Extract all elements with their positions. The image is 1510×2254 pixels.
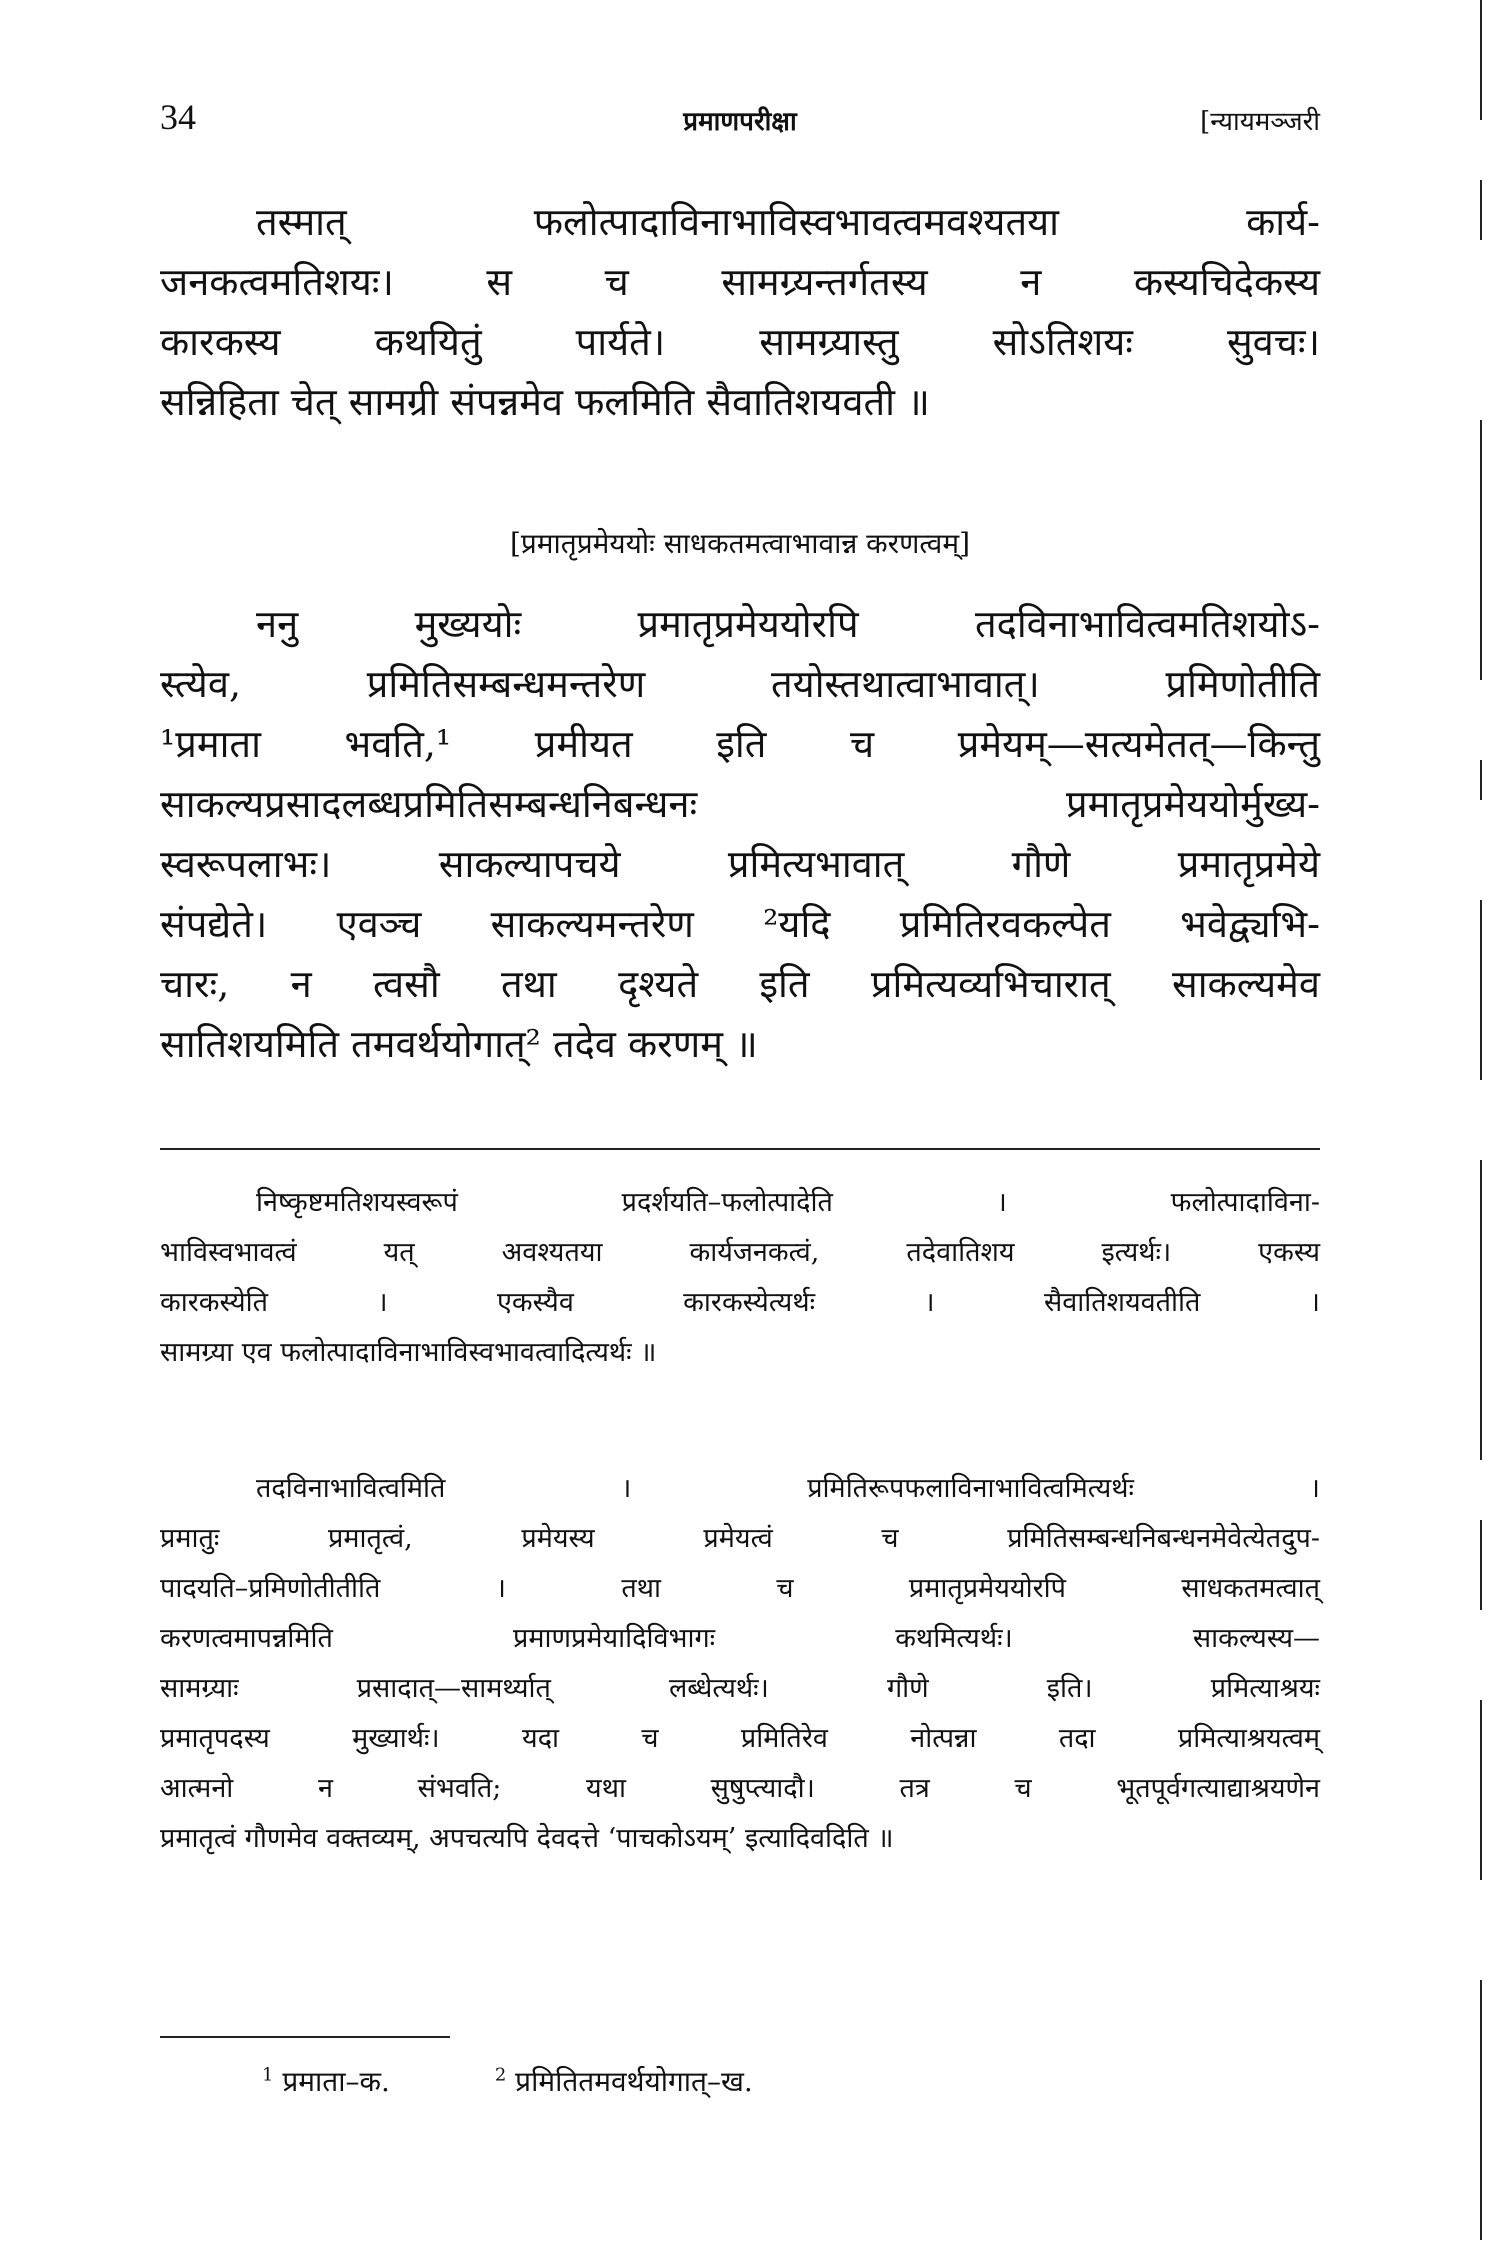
commentary-line: सामग्र्या एव फलोत्पादाविनाभाविस्वभावत्वादित्यर्थः ॥ — [160, 1337, 657, 1368]
page-number: 34 — [160, 97, 196, 137]
text-line: साकल्यप्रसादलब्धप्रमितिसम्बन्धनिबन्धनः प्रमातृप्रमेययोर्मुख्य- — [160, 782, 1320, 826]
commentary-line: निष्कृष्टमतिशयस्वरूपं प्रदर्शयति–फलोत्पादेति । फलोत्पादाविना- — [256, 1187, 1320, 1218]
commentary-line: करणत्वमापन्नमिति प्रमाणप्रमेयादिविभागः कथमित्यर्थः। साकल्यस्य— — [160, 1623, 1320, 1654]
text-line: जनकत्वमतिशयः। स च सामग्र्यन्तर्गतस्य न कस्यचिदेकस्य — [160, 260, 1320, 304]
header-book-title: [न्यायमञ्जरी — [1200, 107, 1320, 137]
footnote-text: प्रमितितमवर्थयोगात्–ख. — [515, 2065, 753, 2098]
text-line: स्वरूपलाभः। साकल्यापचये प्रमित्यभावात् गौणे प्रमातृप्रमेये — [160, 842, 1320, 886]
commentary-line: आत्मनो न संभवति; यथा सुषुप्त्यादौ। तत्र च भूतपूर्वगत्याद्याश्रयणेन — [160, 1773, 1320, 1804]
commentary-1 — [160, 1178, 1320, 1378]
footnote-mark: 2 — [494, 2064, 507, 2086]
commentary-line: प्रमातुः प्रमातृत्वं, प्रमेयस्य प्रमेयत्वं च प्रमितिसम्बन्धनिबन्धनमेवेत्येतदुप- — [160, 1523, 1320, 1554]
commentary-line: पादयति–प्रमिणोतीतीति । तथा च प्रमातृप्रमेययोरपि साधकतमत्वात् — [160, 1573, 1320, 1604]
text-line: तस्मात् फलोत्पादाविनाभाविस्वभावत्वमवश्यतया कार्य- — [256, 200, 1320, 244]
commentary-line: प्रमातृत्वं गौणमेव वक्तव्यम्, अपचत्यपि देवदत्ते ‘पाचकोऽयम्’ इत्यादिवदिति ॥ — [160, 1823, 894, 1854]
text-line: संपद्येते। एवञ्च साकल्यमन्तरेण ²यदि प्रमितिरवकल्पेत भवेद्व्यभि- — [160, 902, 1320, 946]
paragraph-1 — [160, 192, 1320, 432]
header-title: प्रमाणपरीक्षा — [683, 107, 797, 137]
footnote-rule — [160, 2036, 450, 2038]
footnotes — [262, 2062, 849, 2100]
text-line: सातिशयमिति तमवर्थयोगात्² तदेव करणम् ॥ — [160, 1022, 758, 1066]
text-line: चारः, न त्वसौ तथा दृश्यते इति प्रमित्यव्यभिचारात् साकल्यमेव — [160, 962, 1320, 1006]
commentary-divider — [160, 1148, 1320, 1150]
text-line: ¹प्रमाता भवति,¹ प्रमीयत इति च प्रमेयम्—सत्यमेतत्—किन्तु — [160, 722, 1320, 766]
text-line: ननु मुख्ययोः प्रमातृप्रमेययोरपि तदविनाभावित्वमतिशयोऽ- — [256, 602, 1320, 646]
commentary-line: कारकस्येति । एकस्यैव कारकस्येत्यर्थः । सैवातिशयवतीति । — [160, 1287, 1320, 1318]
commentary-line: प्रमातृपदस्य मुख्यार्थः। यदा च प्रमितिरेव नोत्पन्ना तदा प्रमित्याश्रयत्वम् — [160, 1723, 1320, 1754]
text-line: सन्निहिता चेत् सामग्री संपन्नमेव फलमिति सैवातिशयवती ॥ — [160, 380, 930, 424]
text-line: स्त्येव, प्रमितिसम्बन्धमन्तरेण तयोस्तथात्वाभावात्। प्रमिणोतीति — [160, 662, 1320, 706]
commentary-line: सामग्र्याः प्रसादात्—सामर्थ्यात् लब्धेत्यर्थः। गौणे इति। प्रमित्याश्रयः — [160, 1673, 1320, 1704]
commentary-2 — [160, 1464, 1320, 1864]
text-line: कारकस्य कथयितुं पार्यते। सामग्र्यास्तु सोऽतिशयः सुवचः। — [160, 320, 1320, 364]
footnote-mark: 1 — [262, 2064, 274, 2086]
paragraph-2 — [160, 594, 1320, 1074]
footnote — [495, 2062, 753, 2100]
commentary-line: तदविनाभावित्वमिति । प्रमितिरूपफलाविनाभावित्वमित्यर्थः । — [256, 1473, 1320, 1504]
running-header — [160, 96, 1320, 148]
footnote-text: प्रमाता–क. — [282, 2065, 390, 2098]
footnote — [262, 2062, 390, 2100]
section-heading: [प्रमातृप्रमेययोः साधकतमत्वाभावान्न करणत्वम्] — [509, 527, 971, 560]
commentary-line: भाविस्वभावत्वं यत् अवश्यतया कार्यजनकत्वं, तदेवातिशय इत्यर्थः। एकस्य — [160, 1237, 1320, 1268]
page-edge-marks — [1470, 0, 1492, 2254]
